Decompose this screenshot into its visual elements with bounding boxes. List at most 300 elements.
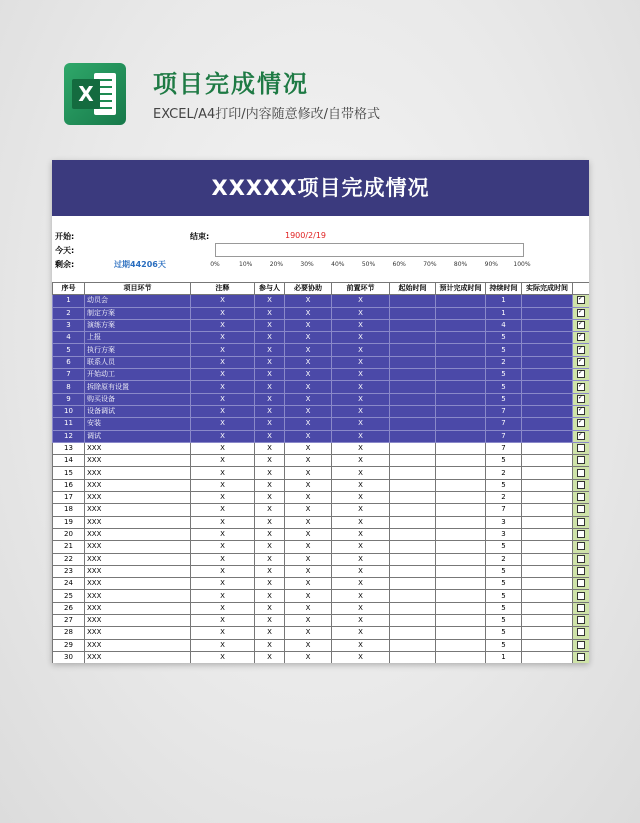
prerequisite-cell: X (332, 369, 390, 381)
check-column-header (573, 283, 590, 295)
prerequisite-cell: X (332, 381, 390, 393)
checkbox-icon[interactable] (577, 432, 585, 440)
assist-cell: X (285, 332, 332, 344)
row-number: 2 (53, 307, 85, 319)
checkbox-icon[interactable] (577, 505, 585, 513)
actual-finish-cell (522, 455, 573, 467)
planned-finish-cell (436, 578, 486, 590)
people-cell: X (255, 565, 285, 577)
prerequisite-cell: X (332, 541, 390, 553)
people-cell: X (255, 615, 285, 627)
table-row (53, 590, 590, 602)
duration-cell: 5 (486, 393, 522, 405)
task-table (52, 282, 589, 663)
duration-cell: 5 (486, 639, 522, 651)
actual-finish-cell (522, 565, 573, 577)
progress-tick-label: 10% (239, 261, 253, 268)
checkbox-icon[interactable] (577, 395, 585, 403)
planned-finish-cell (436, 332, 486, 344)
note-cell: X (191, 528, 255, 540)
assist-cell: X (285, 553, 332, 565)
note-cell: X (191, 430, 255, 442)
table-row (53, 332, 590, 344)
planned-finish-cell (436, 553, 486, 565)
duration-cell: 7 (486, 418, 522, 430)
column-header: 注释 (191, 283, 255, 295)
checkbox-icon[interactable] (577, 604, 585, 612)
actual-finish-cell (522, 639, 573, 651)
checkbox-icon[interactable] (577, 444, 585, 452)
row-number: 17 (53, 492, 85, 504)
start-time-cell (390, 565, 436, 577)
checkbox-icon[interactable] (577, 567, 585, 575)
actual-finish-cell (522, 295, 573, 307)
prerequisite-cell: X (332, 356, 390, 368)
task-name: 开始动工 (85, 369, 191, 381)
checkbox-icon[interactable] (577, 407, 585, 415)
note-cell: X (191, 332, 255, 344)
people-cell: X (255, 295, 285, 307)
assist-cell: X (285, 381, 332, 393)
start-time-cell (390, 319, 436, 331)
checkbox-icon[interactable] (577, 592, 585, 600)
prerequisite-cell: X (332, 430, 390, 442)
duration-cell: 1 (486, 307, 522, 319)
checkbox-icon[interactable] (577, 346, 585, 354)
checkbox-icon[interactable] (577, 481, 585, 489)
duration-cell: 3 (486, 516, 522, 528)
planned-finish-cell (436, 479, 486, 491)
planned-finish-cell (436, 455, 486, 467)
checkbox-icon[interactable] (577, 419, 585, 427)
prerequisite-cell: X (332, 455, 390, 467)
planned-finish-cell (436, 492, 486, 504)
checkbox-icon[interactable] (577, 493, 585, 501)
actual-finish-cell (522, 430, 573, 442)
task-name: XXX (85, 541, 191, 553)
note-cell: X (191, 418, 255, 430)
checkbox-icon[interactable] (577, 653, 585, 661)
duration-cell: 4 (486, 319, 522, 331)
completion-cell (573, 307, 590, 319)
actual-finish-cell (522, 307, 573, 319)
assist-cell: X (285, 369, 332, 381)
task-name: XXX (85, 627, 191, 639)
assist-cell: X (285, 319, 332, 331)
checkbox-icon[interactable] (577, 309, 585, 317)
planned-finish-cell (436, 430, 486, 442)
assist-cell: X (285, 295, 332, 307)
row-number: 23 (53, 565, 85, 577)
start-time-cell (390, 405, 436, 417)
duration-cell: 5 (486, 578, 522, 590)
prerequisite-cell: X (332, 516, 390, 528)
actual-finish-cell (522, 602, 573, 614)
prerequisite-cell: X (332, 627, 390, 639)
planned-finish-cell (436, 418, 486, 430)
duration-cell: 5 (486, 332, 522, 344)
task-name: XXX (85, 455, 191, 467)
row-number: 6 (53, 356, 85, 368)
start-time-cell (390, 553, 436, 565)
start-time-cell (390, 492, 436, 504)
table-row (53, 356, 590, 368)
completion-cell (573, 528, 590, 540)
note-cell: X (191, 479, 255, 491)
assist-cell: X (285, 356, 332, 368)
actual-finish-cell (522, 516, 573, 528)
prerequisite-cell: X (332, 528, 390, 540)
note-cell: X (191, 541, 255, 553)
duration-cell: 2 (486, 553, 522, 565)
actual-finish-cell (522, 492, 573, 504)
task-name: XXX (85, 479, 191, 491)
duration-cell: 5 (486, 344, 522, 356)
progress-tick-label: 90% (484, 261, 498, 268)
duration-cell: 5 (486, 381, 522, 393)
duration-cell: 5 (486, 627, 522, 639)
note-cell: X (191, 381, 255, 393)
note-cell: X (191, 307, 255, 319)
actual-finish-cell (522, 356, 573, 368)
checkbox-icon[interactable] (577, 383, 585, 391)
task-name: XXX (85, 528, 191, 540)
row-number: 1 (53, 295, 85, 307)
prerequisite-cell: X (332, 590, 390, 602)
checkbox-icon[interactable] (577, 296, 585, 304)
checkbox-icon[interactable] (577, 370, 585, 378)
people-cell: X (255, 319, 285, 331)
prerequisite-cell: X (332, 504, 390, 516)
planned-finish-cell (436, 356, 486, 368)
checkbox-icon[interactable] (577, 469, 585, 477)
prerequisite-cell: X (332, 295, 390, 307)
checkbox-icon[interactable] (577, 616, 585, 624)
people-cell: X (255, 442, 285, 454)
start-time-cell (390, 479, 436, 491)
table-row (53, 442, 590, 454)
note-cell: X (191, 615, 255, 627)
assist-cell: X (285, 615, 332, 627)
assist-cell: X (285, 504, 332, 516)
planned-finish-cell (436, 516, 486, 528)
checkbox-icon[interactable] (577, 358, 585, 366)
assist-cell: X (285, 651, 332, 663)
prerequisite-cell: X (332, 492, 390, 504)
page-subtitle: EXCEL/A4打印/内容随意修改/自带格式 (153, 107, 381, 122)
assist-cell: X (285, 307, 332, 319)
table-row (53, 553, 590, 565)
checkbox-icon[interactable] (577, 579, 585, 587)
task-name: XXX (85, 602, 191, 614)
row-number: 21 (53, 541, 85, 553)
checkbox-icon[interactable] (577, 530, 585, 538)
task-name: XXX (85, 516, 191, 528)
table-row (53, 602, 590, 614)
progress-tick-label: 60% (392, 261, 406, 268)
task-name: XXX (85, 578, 191, 590)
row-number: 16 (53, 479, 85, 491)
duration-cell: 1 (486, 651, 522, 663)
progress-tick-label: 40% (331, 261, 345, 268)
row-number: 9 (53, 393, 85, 405)
task-name: XXX (85, 639, 191, 651)
planned-finish-cell (436, 319, 486, 331)
row-number: 25 (53, 590, 85, 602)
prerequisite-cell: X (332, 651, 390, 663)
note-cell: X (191, 393, 255, 405)
checkbox-icon[interactable] (577, 542, 585, 550)
note-cell: X (191, 319, 255, 331)
completion-cell (573, 541, 590, 553)
note-cell: X (191, 553, 255, 565)
column-header: 必要协助 (285, 283, 332, 295)
row-number: 26 (53, 602, 85, 614)
planned-finish-cell (436, 639, 486, 651)
start-time-cell (390, 467, 436, 479)
excel-logo-icon (64, 63, 126, 125)
row-number: 29 (53, 639, 85, 651)
actual-finish-cell (522, 578, 573, 590)
start-time-cell (390, 516, 436, 528)
task-name: XXX (85, 553, 191, 565)
task-name: 安装 (85, 418, 191, 430)
start-time-cell (390, 356, 436, 368)
table-row (53, 430, 590, 442)
note-cell: X (191, 405, 255, 417)
completion-cell (573, 295, 590, 307)
task-name: 拆除原有设置 (85, 381, 191, 393)
note-cell: X (191, 504, 255, 516)
start-time-cell (390, 418, 436, 430)
prerequisite-cell: X (332, 418, 390, 430)
planned-finish-cell (436, 295, 486, 307)
table-row (53, 528, 590, 540)
row-number: 8 (53, 381, 85, 393)
task-name: 购买设备 (85, 393, 191, 405)
table-row (53, 651, 590, 663)
column-header: 预计完成时间 (436, 283, 486, 295)
duration-cell: 5 (486, 590, 522, 602)
completion-cell (573, 319, 590, 331)
people-cell: X (255, 307, 285, 319)
people-cell: X (255, 381, 285, 393)
start-time-cell (390, 541, 436, 553)
note-cell: X (191, 369, 255, 381)
row-number: 11 (53, 418, 85, 430)
people-cell: X (255, 639, 285, 651)
table-row (53, 565, 590, 577)
people-cell: X (255, 418, 285, 430)
completion-cell (573, 578, 590, 590)
duration-cell: 5 (486, 541, 522, 553)
start-time-cell (390, 393, 436, 405)
end-label: 结束: (190, 232, 210, 241)
progress-tick-label: 50% (361, 261, 376, 268)
checkbox-icon[interactable] (577, 321, 585, 329)
prerequisite-cell: X (332, 442, 390, 454)
planned-finish-cell (436, 541, 486, 553)
actual-finish-cell (522, 405, 573, 417)
row-number: 3 (53, 319, 85, 331)
assist-cell: X (285, 516, 332, 528)
assist-cell: X (285, 578, 332, 590)
task-name: 制定方案 (85, 307, 191, 319)
start-time-cell (390, 627, 436, 639)
task-name: XXX (85, 442, 191, 454)
completion-cell (573, 590, 590, 602)
task-name: XXX (85, 565, 191, 577)
table-row (53, 381, 590, 393)
progress-bar (215, 243, 524, 257)
completion-cell (573, 455, 590, 467)
note-cell: X (191, 578, 255, 590)
remain-label: 剩余: (55, 260, 75, 269)
task-name: 设备调试 (85, 405, 191, 417)
prerequisite-cell: X (332, 602, 390, 614)
checkbox-icon[interactable] (577, 641, 585, 649)
actual-finish-cell (522, 590, 573, 602)
page-title: 项目完成情况 (153, 70, 309, 98)
duration-cell: 7 (486, 405, 522, 417)
task-name: XXX (85, 590, 191, 602)
people-cell: X (255, 504, 285, 516)
progress-ticks (52, 261, 589, 271)
planned-finish-cell (436, 369, 486, 381)
assist-cell: X (285, 479, 332, 491)
checkbox-icon[interactable] (577, 333, 585, 341)
prerequisite-cell: X (332, 332, 390, 344)
completion-cell (573, 553, 590, 565)
assist-cell: X (285, 405, 332, 417)
planned-finish-cell (436, 467, 486, 479)
row-number: 7 (53, 369, 85, 381)
row-number: 24 (53, 578, 85, 590)
assist-cell: X (285, 430, 332, 442)
prerequisite-cell: X (332, 467, 390, 479)
people-cell: X (255, 528, 285, 540)
assist-cell: X (285, 492, 332, 504)
table-row (53, 516, 590, 528)
start-time-cell (390, 639, 436, 651)
assist-cell: X (285, 455, 332, 467)
duration-cell: 7 (486, 442, 522, 454)
row-number: 14 (53, 455, 85, 467)
people-cell: X (255, 492, 285, 504)
start-time-cell (390, 381, 436, 393)
planned-finish-cell (436, 405, 486, 417)
progress-tick-label: 100% (513, 261, 531, 268)
completion-cell (573, 381, 590, 393)
table-row (53, 578, 590, 590)
completion-cell (573, 344, 590, 356)
prerequisite-cell: X (332, 344, 390, 356)
people-cell: X (255, 578, 285, 590)
completion-cell (573, 639, 590, 651)
row-number: 18 (53, 504, 85, 516)
table-row (53, 455, 590, 467)
prerequisite-cell: X (332, 405, 390, 417)
actual-finish-cell (522, 553, 573, 565)
prerequisite-cell: X (332, 479, 390, 491)
people-cell: X (255, 602, 285, 614)
start-time-cell (390, 651, 436, 663)
checkbox-icon[interactable] (577, 518, 585, 526)
actual-finish-cell (522, 479, 573, 491)
actual-finish-cell (522, 381, 573, 393)
people-cell: X (255, 393, 285, 405)
duration-cell: 2 (486, 467, 522, 479)
completion-cell (573, 369, 590, 381)
actual-finish-cell (522, 442, 573, 454)
prerequisite-cell: X (332, 553, 390, 565)
completion-cell (573, 492, 590, 504)
assist-cell: X (285, 442, 332, 454)
table-row (53, 405, 590, 417)
checkbox-icon[interactable] (577, 628, 585, 636)
completion-cell (573, 504, 590, 516)
today-label: 今天: (55, 246, 75, 255)
table-row (53, 393, 590, 405)
completion-cell (573, 615, 590, 627)
table-row (53, 319, 590, 331)
table-header-row (53, 283, 590, 295)
planned-finish-cell (436, 565, 486, 577)
row-number: 5 (53, 344, 85, 356)
planned-finish-cell (436, 528, 486, 540)
progress-tick-label: 30% (300, 261, 314, 268)
actual-finish-cell (522, 332, 573, 344)
duration-cell: 2 (486, 356, 522, 368)
note-cell: X (191, 344, 255, 356)
note-cell: X (191, 492, 255, 504)
start-time-cell (390, 590, 436, 602)
prerequisite-cell: X (332, 565, 390, 577)
start-time-cell (390, 430, 436, 442)
people-cell: X (255, 627, 285, 639)
prerequisite-cell: X (332, 615, 390, 627)
planned-finish-cell (436, 627, 486, 639)
duration-cell: 3 (486, 528, 522, 540)
note-cell: X (191, 602, 255, 614)
assist-cell: X (285, 528, 332, 540)
note-cell: X (191, 455, 255, 467)
note-cell: X (191, 295, 255, 307)
table-row (53, 344, 590, 356)
checkbox-icon[interactable] (577, 456, 585, 464)
checkbox-icon[interactable] (577, 555, 585, 563)
people-cell: X (255, 651, 285, 663)
note-cell: X (191, 356, 255, 368)
table-row (53, 615, 590, 627)
row-number: 28 (53, 627, 85, 639)
row-number: 20 (53, 528, 85, 540)
table-row (53, 541, 590, 553)
task-name: 动员会 (85, 295, 191, 307)
planned-finish-cell (436, 615, 486, 627)
row-number: 13 (53, 442, 85, 454)
people-cell: X (255, 369, 285, 381)
planned-finish-cell (436, 590, 486, 602)
completion-cell (573, 565, 590, 577)
start-time-cell (390, 442, 436, 454)
start-time-cell (390, 504, 436, 516)
column-header: 序号 (53, 283, 85, 295)
prerequisite-cell: X (332, 639, 390, 651)
actual-finish-cell (522, 369, 573, 381)
completion-cell (573, 651, 590, 663)
duration-cell: 1 (486, 295, 522, 307)
